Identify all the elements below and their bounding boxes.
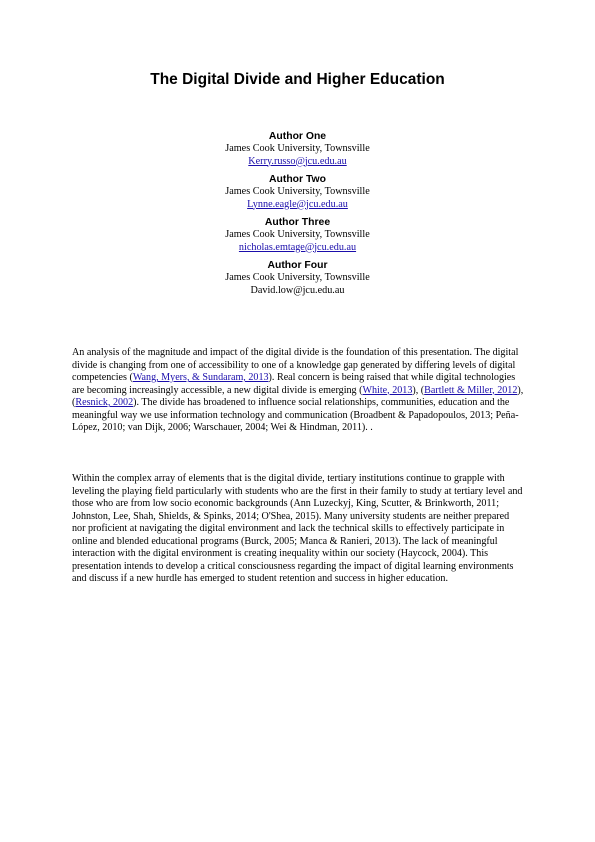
citation-link-resnick[interactable]: Resnick, 2002 [75, 397, 134, 408]
abstract-paragraph-2: Within the complex array of elements that is the digital divide, tertiary institutions continue to grapple with leveling the playing field particularly with students who are the first in their family to study at tertiary level and those who are from low socio economic backgrounds (Ann Luzeckyj, King, Scutter, & Brinkworth, 2011; Johnston, Lee, Shah, Shields, & Spinks, 2014; O'Shea, 2015). Many university students are neither prepared nor proficient at navigating the digital environment and lack the technical skills to effectively participate in online and blended educational programs (Burck, 2005; Manca & Ranieri, 2013). The lack of meaningful interaction with the digital environment is creating inequality within our society (Haycock, 2004). This presentation intends to develop a critical consciousness regarding the impact of digital learning environments and discuss if a new hurdle has emerged to student retention and success in higher education. [72, 473, 523, 584]
author-email: David.low@jcu.edu.au [250, 284, 345, 296]
author-name: Author One [268, 131, 327, 142]
citation-link-wang[interactable]: Wang, Myers, & Sundaram, 2013 [132, 372, 269, 383]
author-block-2 [0, 173, 595, 211]
author-email-link[interactable]: Kerry.russo@jcu.edu.au [248, 155, 347, 167]
author-block-3 [0, 216, 595, 254]
abstract-paragraph-1 [72, 347, 524, 435]
author-name: Author Two [269, 174, 326, 185]
paragraph-text: ). Real concern is being raised that while digital technologies are becoming increasingly accessible, a new digital divide is emerging ( [72, 372, 516, 396]
citation-link-bartlett[interactable]: Bartlett & Miller, 2012 [424, 384, 518, 396]
author-affiliation: James Cook University, Townsville [225, 229, 370, 240]
paper-title: The Digital Divide and Higher Education [150, 71, 445, 88]
author-affiliation: James Cook University, Townsville [225, 143, 370, 154]
author-name: Author Four [267, 260, 328, 271]
author-name: Author Three [264, 217, 331, 228]
author-email-link[interactable]: nicholas.emtage@jcu.edu.au [238, 241, 357, 253]
paragraph-text: ), ( [412, 384, 425, 396]
author-list [0, 130, 595, 302]
author-block-4 [0, 259, 595, 297]
author-block-1 [0, 130, 595, 168]
paragraph-text: ). The divide has broadened to influence social relationships, communities, education and the meaningful way we use information technology and communication (Broadbent & Papadopoulos, 2013; Peña-López, 2010; van Dijk, 2006; Warschauer, 2004; Wei & Hindman, 2011). . [72, 397, 519, 433]
author-affiliation: James Cook University, Townsville [225, 272, 370, 283]
paragraph-text: ), ( [72, 384, 524, 408]
author-affiliation: James Cook University, Townsville [225, 186, 370, 197]
citation-link-white[interactable]: White, 2013 [362, 384, 413, 396]
paragraph-text: An analysis of the magnitude and impact of the digital divide is the foundation of this presentation. The digital divide is changing from one of accessibility to one of a knowledge gap generated by differing levels of digital competencies ( [72, 347, 519, 383]
author-email-link[interactable]: Lynne.eagle@jcu.edu.au [247, 198, 348, 210]
